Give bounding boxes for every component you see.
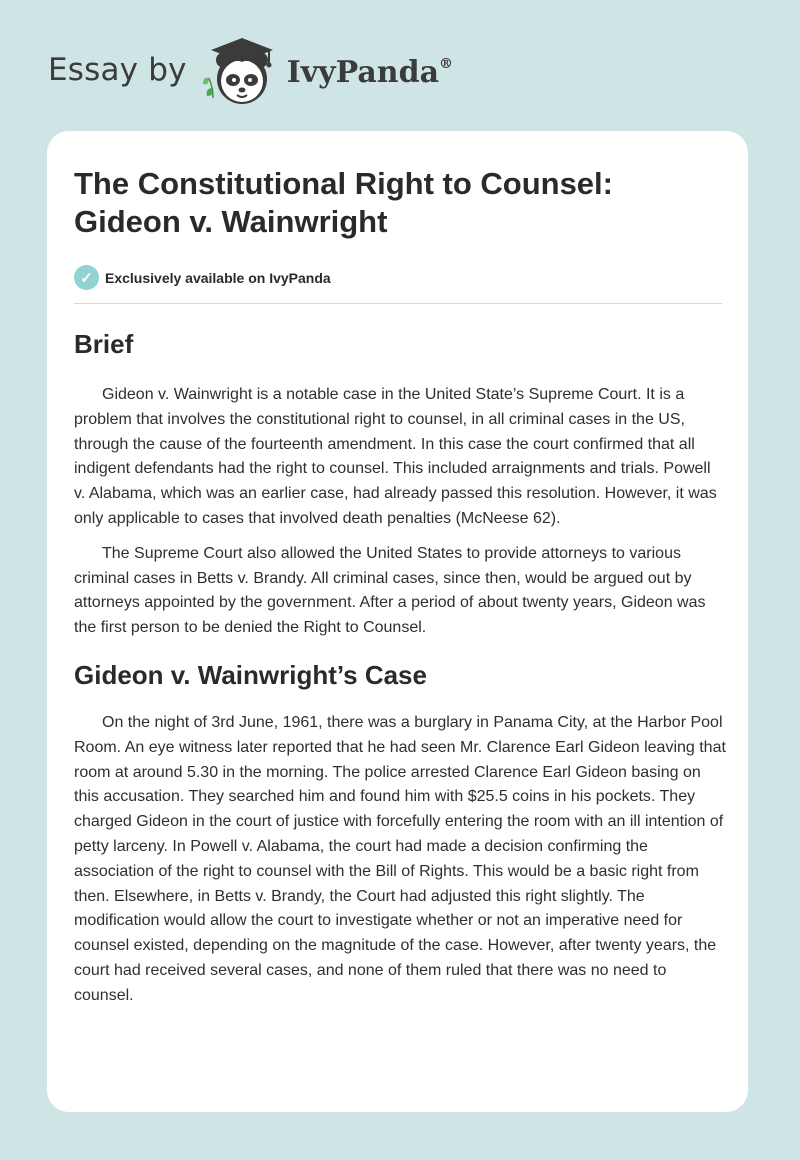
article-body: [74, 326, 726, 1009]
section-heading-case: Gideon v. Wainwright’s Case: [74, 659, 427, 690]
brand-name: [287, 55, 453, 90]
site-header: [48, 34, 453, 110]
badge-text: Exclusively available on IvyPanda: [105, 269, 331, 286]
panda-graduate-icon: [197, 34, 283, 110]
divider: [74, 303, 722, 304]
article-title: [74, 165, 724, 241]
section-heading-brief: Brief: [74, 329, 134, 359]
brand-text: IvyPanda: [286, 54, 440, 90]
registered-mark: ®: [439, 55, 454, 72]
paragraph: Gideon v. Wainwright is a notable case in the United State’s Supreme Court. It is a problem that involves the constitutional right to counsel, in all criminal cases in the US, through the cause of the fourteenth amendment. In this case the court confirmed that all indigent defendants had the right to counsel. This included arraignments and trials. Powell v. Alabama, which was an earlier case, had already passed this resolution. However, it was only applicable to cases that involved death penalties (McNeese 62).: [74, 386, 717, 527]
exclusive-badge: [74, 265, 331, 290]
check-icon: ✓: [74, 265, 99, 290]
paragraph: On the night of 3rd June, 1961, there was a burglary in Panama City, at the Harbor Pool Room. An eye witness later reported that he had seen Mr. Clarence Earl Gideon leaving that room at around 5.30 in the morning. The police arrested Clarence Earl Gideon basing on this accusation. They searched him and found him with $25.5 coins in his pockets. They charged Gideon in the court of justice with forcefully entering the room with an ill intention of petty larceny. In Powell v. Alabama, the court had made a decision confirming the association of the right to counsel with the Bill of Rights. This would be a basic right from then. Elsewhere, in Betts v. Brandy, the Court had adjusted this right slightly. The modification would allow the court to investigate whether or not an imperative need for counsel existed, depending on the magnitude of the case. However, after twenty years, the court had received several cases, and none of them ruled that there was no need to counsel.: [74, 713, 726, 1004]
article-card: [47, 131, 748, 1112]
paragraph: The Supreme Court also allowed the United States to provide attorneys to various criminal cases in Betts v. Brandy. All criminal cases, since then, would be argued out by attorneys appointed by the government. After a period of about twenty years, Gideon was the first person to be denied the Right to Counsel.: [74, 544, 706, 637]
essay-by-label: Essay by: [48, 52, 187, 88]
title-line-1: The Constitutional Right to Counsel:: [74, 166, 613, 201]
title-line-2: Gideon v. Wainwright: [74, 204, 388, 239]
